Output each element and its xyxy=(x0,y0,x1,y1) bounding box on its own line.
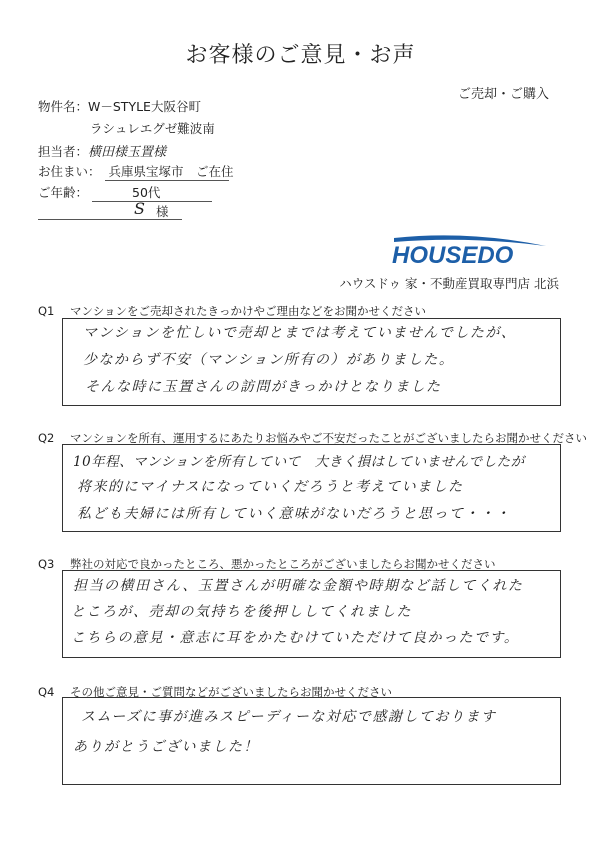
staff-value: 横田様玉置様 xyxy=(88,145,167,160)
housedo-logo xyxy=(388,232,558,272)
question-text: 弊社の対応で良かったところ、悪かったところがございましたらお聞かせください xyxy=(70,557,496,571)
answer-line: ありがとうございました！ xyxy=(73,739,259,755)
customer-initial: S xyxy=(134,199,145,218)
answer-line: そんな時に玉置さんの訪問がきっかけとなりました xyxy=(85,379,442,395)
answer-line: スムーズに事が進みスピーディーな対応で感謝しております xyxy=(81,709,497,725)
logo-wordmark: HOUSEDO xyxy=(392,242,514,269)
staff-row xyxy=(38,141,166,160)
customer-suffix: 様 xyxy=(156,204,169,219)
answer-line: マンションを忙しいで売却とまでは考えていませんでしたが、 xyxy=(83,325,517,341)
staff-label: 担当者： xyxy=(38,144,89,159)
age-value: 50代 xyxy=(92,183,212,202)
shop-name: ハウスドゥ 家・不動産買取専門店 北浜 xyxy=(339,276,559,291)
answer-box-4 xyxy=(62,697,561,785)
address-label: お住まい： xyxy=(38,164,101,179)
answer-line: 10年程、マンションを所有していて 大きく損はしていませんでしたが xyxy=(73,454,525,470)
answer-line: 担当の横田さん、玉置さんが明確な金額や時期など話してくれた xyxy=(73,578,524,594)
transaction-type: ご売却・ご購入 xyxy=(457,87,549,102)
question-text: マンションを所有、運用するにあたりお悩みやご不安だったことがございましたらお聞かせください xyxy=(70,431,587,445)
age-label: ご年齢： xyxy=(38,185,89,200)
property-row xyxy=(38,97,201,115)
answer-box-2 xyxy=(62,444,561,532)
answer-line: ところが、売却の気持ちを後押ししてくれました xyxy=(71,604,412,620)
question-number: Q2 xyxy=(38,431,55,445)
answer-line: 私ども夫婦には所有していく意味がないだろうと思って・・・ xyxy=(77,506,511,522)
property-line1: W－STYLE大阪谷町 xyxy=(88,99,201,114)
question-text: その他ご意見・ご質問などがございましたらお聞かせください xyxy=(70,685,392,699)
property-label: 物件名： xyxy=(38,99,89,114)
customer-name-row xyxy=(38,199,182,220)
question-1 xyxy=(38,303,426,319)
question-number: Q4 xyxy=(38,685,55,699)
answer-line: 将来的にマイナスになっていくだろうと考えていました xyxy=(77,479,464,495)
answer-line: こちらの意見・意志に耳をかたむけていただけて良かったです。 xyxy=(71,630,520,646)
page-title: お客様のご意見・お声 xyxy=(185,43,416,68)
answer-line: 少なからず不安（マンション所有の）がありました。 xyxy=(83,352,455,368)
answer-box-1 xyxy=(62,318,561,406)
address-row xyxy=(38,162,234,181)
question-number: Q1 xyxy=(38,304,55,318)
address-value: 兵庫県宝塚市 ご在住 xyxy=(105,162,229,181)
answer-box-3 xyxy=(62,570,561,658)
question-text: マンションをご売却されたきっかけやご理由などをお聞かせください xyxy=(70,304,426,318)
property-line2: ラシュレエグゼ難波南 xyxy=(90,121,215,136)
age-row xyxy=(38,183,212,202)
question-number: Q3 xyxy=(38,557,55,571)
